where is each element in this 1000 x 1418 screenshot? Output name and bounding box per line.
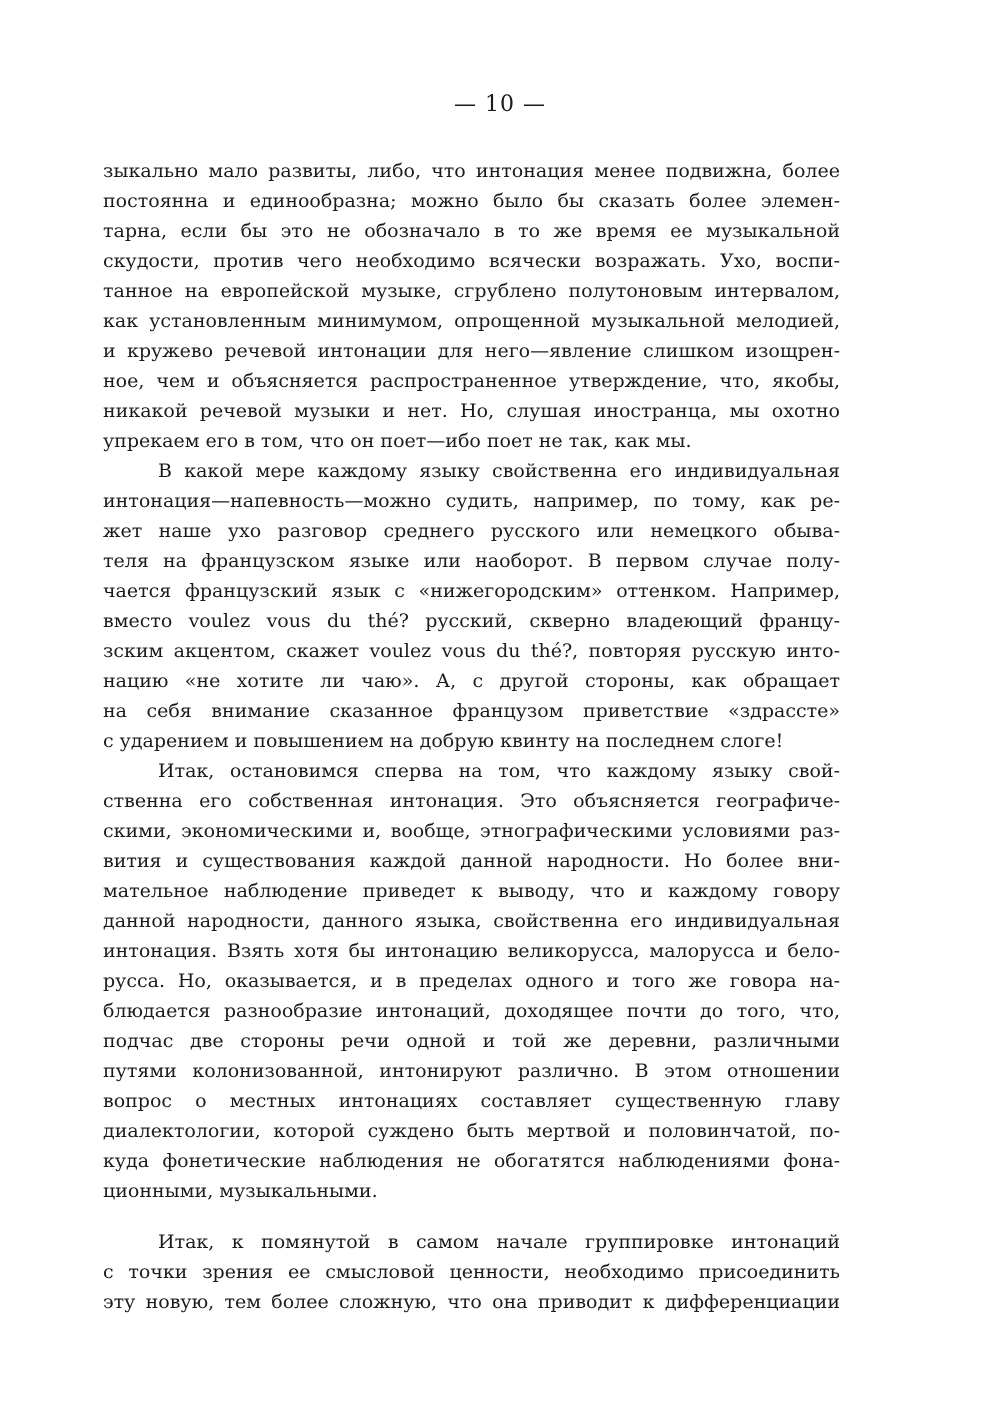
text-line: теля на французском языке или наоборот. В первом случае полу- xyxy=(103,550,840,572)
text-line: скими, экономическими и, вообще, этнографическими условиями раз- xyxy=(103,820,840,842)
text-line: постоянна и единообразна; можно было бы сказать более элемен- xyxy=(103,190,840,212)
text-line: и кружево речевой интонации для него—явление слишком изощрен- xyxy=(103,340,840,362)
text-line: диалектологии, которой суждено быть мертвой и половинчатой, по- xyxy=(103,1120,840,1142)
text-line: куда фонетические наблюдения не обогатятся наблюдениями фона- xyxy=(103,1150,840,1172)
text-line: путями колонизованной, интонируют различно. В этом отношении xyxy=(103,1060,840,1082)
text-line: вития и существования каждой данной народности. Но более вни- xyxy=(103,850,840,872)
paragraph-4 xyxy=(103,1227,840,1317)
text-line: никакой речевой музыки и нет. Но, слушая иностранца, мы охотно xyxy=(103,400,840,422)
text-line: чается французский язык с «нижегородским» оттенком. Например, xyxy=(103,580,840,602)
text-line: как установленным минимумом, опрощенной музыкальной мелодией, xyxy=(103,310,840,332)
page-number: — 10 — xyxy=(454,92,546,117)
text-line: Итак, остановимся сперва на том, что каждому языку свой- xyxy=(158,760,840,782)
paragraph-1 xyxy=(103,156,840,456)
paragraph-3 xyxy=(103,756,840,1206)
text-line: подчас две стороны речи одной и той же деревни, различными xyxy=(103,1030,840,1052)
text-line: ственна его собственная интонация. Это объясняется географиче- xyxy=(103,790,840,812)
text-line: на себя внимание сказанное французом приветствие «здрассте» xyxy=(103,700,840,722)
text-line: нацию «не хотите ли чаю». А, с другой стороны, как обращает xyxy=(103,670,840,692)
text-line: вместо voulez vous du thé? русский, скверно владеющий францу- xyxy=(103,610,840,632)
text-line: интонация—напевность—можно судить, например, по тому, как ре- xyxy=(103,490,840,512)
text-line: В какой мере каждому языку свойственна его индивидуальная xyxy=(158,460,840,482)
text-line: ное, чем и объясняется распространенное утверждение, что, якобы, xyxy=(103,370,840,392)
text-line: танное на европейской музыке, сгрублено полутоновым интервалом, xyxy=(103,280,840,302)
text-line: упрекаем его в том, что он поет—ибо поет не так, как мы. xyxy=(103,430,692,452)
text-line: зским акцентом, скажет voulez vous du thé?, повторяя русскую инто- xyxy=(103,640,840,662)
text-line: жет наше ухо разговор среднего русского или немецкого обыва- xyxy=(103,520,840,542)
text-line: ционными, музыкальными. xyxy=(103,1180,378,1202)
text-line: эту новую, тем более сложную, что она приводит к дифференциации xyxy=(103,1291,840,1313)
text-line: Итак, к помянутой в самом начале группировке интонаций xyxy=(158,1231,840,1253)
text-line: скудости, против чего необходимо всячески возражать. Ухо, воспи- xyxy=(103,250,840,272)
body-text xyxy=(103,156,840,1206)
text-line: интонация. Взять хотя бы интонацию великорусса, малоруссa и бело- xyxy=(103,940,840,962)
text-line: мательное наблюдение приведет к выводу, что и каждому говору xyxy=(103,880,840,902)
text-line: с точки зрения ее смысловой ценности, необходимо присоединить xyxy=(103,1261,840,1283)
body-text-continued xyxy=(103,1227,840,1317)
paragraph-2 xyxy=(103,456,840,756)
text-line: вопрос о местных интонациях составляет существенную главу xyxy=(103,1090,840,1112)
text-line: с ударением и повышением на добрую квинту на последнем слоге! xyxy=(103,730,784,752)
text-line: зыкально мало развиты, либо, что интонация менее подвижна, более xyxy=(103,160,840,182)
text-line: данной народности, данного языка, свойственна его индивидуальная xyxy=(103,910,840,932)
text-line: тарна, если бы это не обозначало в то же время ее музыкальной xyxy=(103,220,840,242)
text-line: русса. Но, оказывается, и в пределах одного и того же говора на- xyxy=(103,970,840,992)
text-line: блюдается разнообразие интонаций, доходящее почти до того, что, xyxy=(103,1000,840,1022)
